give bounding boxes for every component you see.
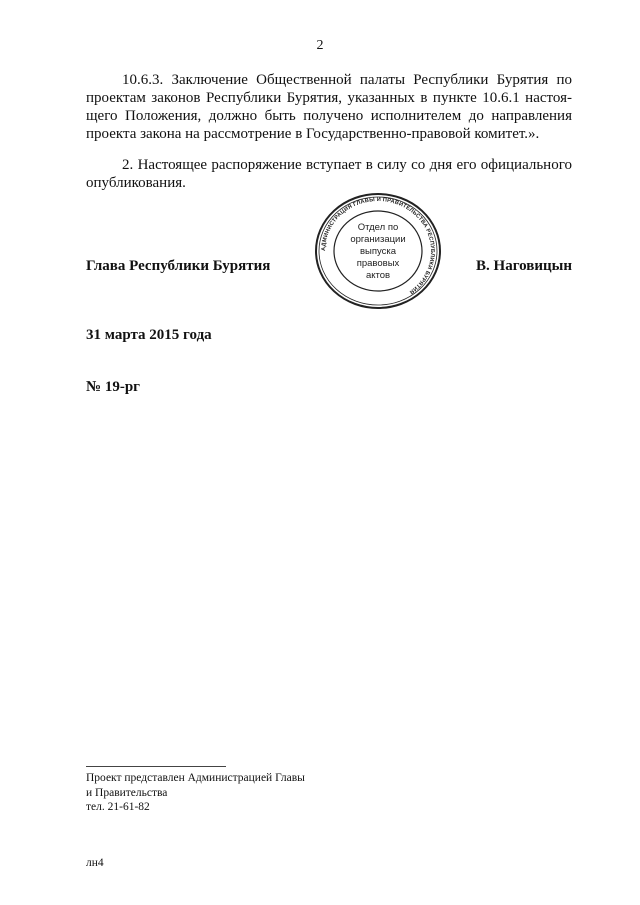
page-number: 2 — [316, 38, 324, 53]
footnote-line: тел. 21-61-82 — [86, 801, 150, 813]
footnote-divider — [86, 766, 226, 767]
footnote-line: и Правительства — [86, 786, 168, 799]
footnote-line: Проект представлен Администрацией Главы — [86, 772, 305, 784]
stamp-line: актов — [365, 270, 391, 281]
document-code: лн4 — [86, 857, 104, 869]
paragraph-line: проекта закона на рассмотрение в Государственно-правовой комитет.». — [86, 126, 540, 142]
paragraph-10-6-3 — [86, 71, 572, 143]
stamp-line: правовых — [356, 258, 400, 269]
paragraph-line: щего Положения, должно быть получено исполнителем до направления — [86, 108, 572, 124]
document-date: 31 марта 2015 года — [86, 327, 212, 343]
stamp-line: выпуска — [359, 246, 397, 257]
stamp-line: организации — [350, 234, 406, 245]
stamp-ring-text: АДМИНИСТРАЦИЯ ГЛАВЫ И ПРАВИТЕЛЬСТВА РЕСПУБЛИКИ БУРЯТИЯ — [320, 196, 436, 295]
paragraph-line: опубликования. — [86, 175, 186, 191]
signatory-position: Глава Республики Бурятия — [86, 258, 271, 274]
official-stamp — [313, 192, 443, 310]
paragraph-line: 2. Настоящее распоряжение вступает в силу со дня его официального — [122, 157, 572, 173]
stamp-line: Отдел по — [357, 222, 399, 233]
footnote — [86, 771, 305, 815]
paragraph-effect — [86, 156, 572, 192]
signature-block — [86, 258, 572, 278]
paragraph-line: проектам законов Республики Бурятия, указанных в пункте 10.6.1 настоя- — [86, 90, 572, 106]
document-number: № 19-рг — [86, 379, 140, 395]
paragraph-line: 10.6.3. Заключение Общественной палаты Республики Бурятия по — [122, 72, 572, 88]
signatory-name: В. Наговицын — [476, 258, 572, 274]
